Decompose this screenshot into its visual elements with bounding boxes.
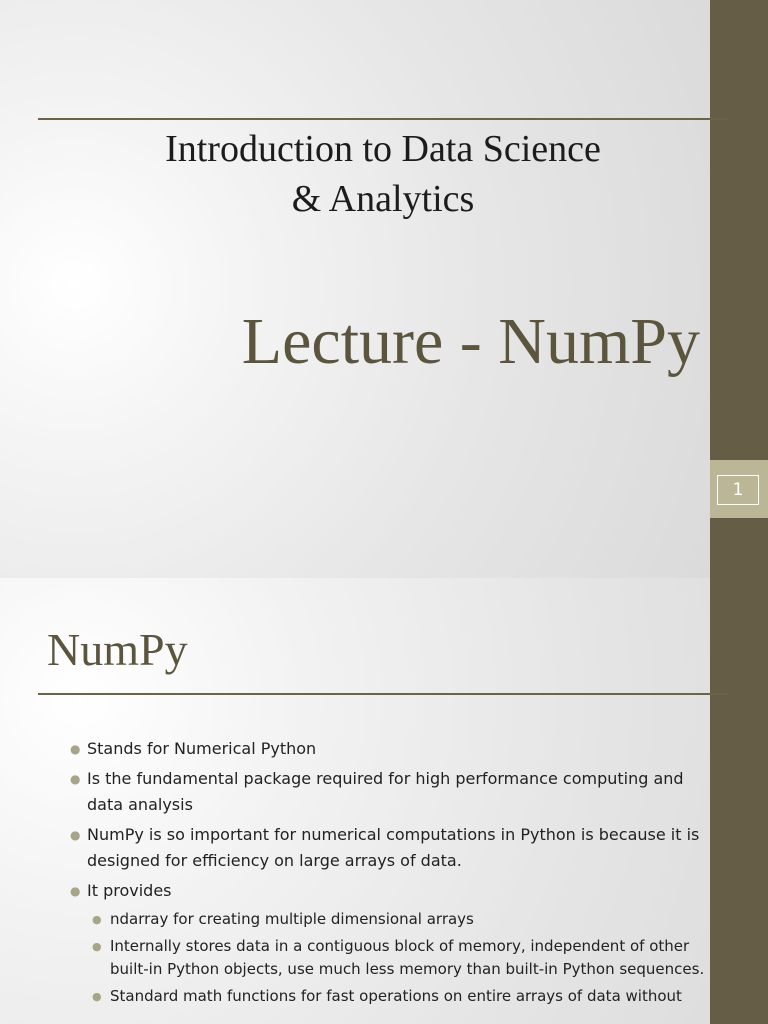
- list-item: [0, 878, 710, 904]
- bullet-text: Is the fundamental package required for high performance computing and data analysis: [87, 769, 684, 814]
- deck-title-line-2: & Analytics: [291, 178, 475, 220]
- bullet-icon: ●: [70, 772, 81, 786]
- bullet-icon: ●: [70, 742, 81, 756]
- slide-number-box: [710, 460, 768, 518]
- bullet-text: Standard math functions for fast operations on entire arrays of data without: [110, 987, 682, 1005]
- sub-list-item: [0, 935, 710, 981]
- bullet-icon: ●: [92, 990, 102, 1003]
- slide-number: 1: [717, 475, 759, 505]
- bullet-icon: ●: [70, 884, 81, 898]
- numpy-slide: [0, 578, 768, 1024]
- bullet-text: Internally stores data in a contiguous block of memory, independent of other built-in Python objects, use much less memory than built-in Python sequences.: [110, 937, 705, 978]
- slide-sidebar: [710, 578, 768, 1024]
- sub-list-item: [0, 985, 710, 1008]
- bullet-text: Stands for Numerical Python: [87, 739, 317, 758]
- bullet-list: [0, 736, 710, 1012]
- lecture-title: Lecture - NumPy: [241, 305, 700, 378]
- list-item: [0, 766, 710, 818]
- deck-title-line-1: Introduction to Data Science: [165, 128, 601, 170]
- bullet-icon: ●: [70, 828, 81, 842]
- bullet-icon: ●: [92, 940, 102, 953]
- bullet-text: NumPy is so important for numerical computations in Python is because it is designed for efficiency on large arrays of data.: [87, 825, 700, 870]
- title-divider: [38, 118, 728, 120]
- sub-list-item: [0, 908, 710, 931]
- deck-title: [40, 124, 726, 224]
- section-title: NumPy: [47, 624, 188, 675]
- bullet-icon: ●: [92, 913, 102, 926]
- bullet-text: ndarray for creating multiple dimensional arrays: [110, 910, 474, 928]
- section-divider: [38, 693, 728, 695]
- list-item: [0, 736, 710, 762]
- list-item: [0, 822, 710, 874]
- bullet-text: It provides: [87, 881, 172, 900]
